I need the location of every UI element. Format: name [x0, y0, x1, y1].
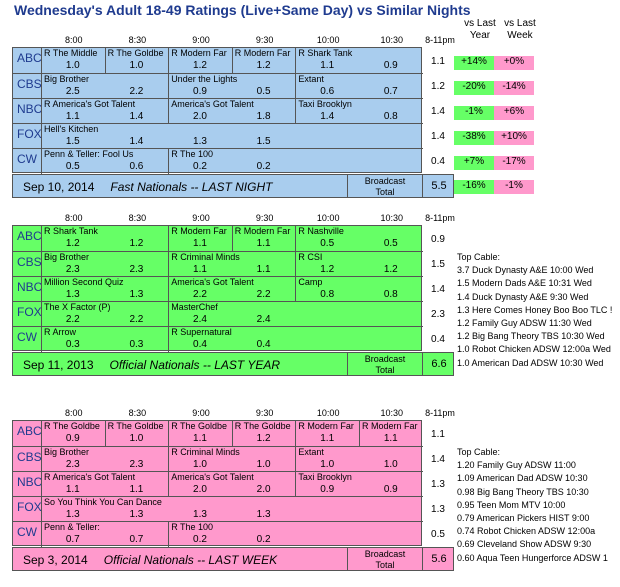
network-name: FOX: [17, 305, 42, 319]
rating-value: 2.3: [65, 264, 80, 275]
night-total: 1.4: [431, 131, 445, 142]
show-title: Big Brother: [41, 447, 168, 472]
rating-value: 1.0: [320, 459, 335, 470]
night-total: 0.4: [431, 334, 445, 345]
time-label: 10:30: [380, 408, 404, 418]
rating-value: 1.3: [65, 509, 80, 520]
rating-value: 1.1: [320, 433, 335, 444]
network-row: [13, 73, 423, 98]
rating-value: 2.2: [129, 86, 144, 97]
rating-value: 1.0: [193, 459, 207, 470]
time-label: 8-11pm: [425, 213, 455, 223]
network-row: [13, 421, 423, 446]
rating-value: 2.2: [65, 314, 80, 325]
footer-date-text: Sep 11, 2013: [23, 358, 94, 372]
rating-value: 0.8: [383, 111, 398, 122]
show-title: Million Second Quiz: [41, 277, 168, 302]
rating-value: 1.3: [65, 289, 80, 300]
schedule-grid: [12, 225, 422, 351]
time-label: 9:30: [255, 408, 274, 418]
rating-value: 0.7: [383, 86, 398, 97]
footer-date: [23, 358, 280, 372]
rating-value: 0.2: [256, 534, 271, 545]
rating-value: 0.8: [320, 289, 335, 300]
broadcast-total-value: 5.6: [431, 553, 447, 565]
rating-value: 0.7: [129, 534, 144, 545]
rating-value: 2.3: [129, 264, 144, 275]
rating-value: 0.7: [65, 534, 80, 545]
show-title: R The Goldbe: [168, 421, 232, 446]
vs-last-year-value: +7%: [454, 156, 494, 170]
rating-value: 0.9: [193, 86, 207, 97]
time-label: 8:00: [65, 213, 83, 223]
rating-value: 0.2: [193, 534, 207, 545]
network-name: CBS: [17, 255, 42, 269]
top-cable-item: 1.3 Here Comes Honey Boo Boo TLC !: [457, 304, 613, 315]
show-title: Penn & Teller:: [41, 522, 168, 547]
footer-label: Official Nationals -- LAST YEAR: [109, 358, 281, 372]
vs-last-year-value: +14%: [454, 56, 494, 70]
show-title: Taxi Brooklyn: [295, 99, 422, 124]
network-row: [13, 276, 423, 301]
footer-date-text: Sep 10, 2014: [23, 180, 95, 194]
top-cable-item: 0.69 Cleveland Show ADSW 9:30: [457, 539, 592, 550]
night-total: 0.5: [431, 529, 445, 540]
network-name: CW: [17, 330, 37, 344]
network-name: ABC: [17, 51, 42, 65]
network-row: [13, 251, 423, 276]
top-cable-list: [457, 446, 608, 565]
top-cable-item: 0.79 American Pickers HIST 9:00: [457, 513, 590, 524]
vs-last-week-value: -14%: [494, 81, 534, 95]
show-title: R Shark Tank: [295, 48, 422, 73]
time-label: 9:30: [255, 213, 274, 223]
show-title: R The Goldbe: [105, 421, 169, 446]
rating-value: 1.8: [256, 111, 271, 122]
time-header: [12, 35, 454, 47]
show-title: America's Got Talent: [168, 99, 295, 124]
network-row: [13, 48, 423, 73]
night-total: 1.3: [431, 479, 445, 490]
network-name: ABC: [17, 424, 42, 438]
rating-value: 2.2: [256, 289, 271, 300]
show-title: Extant: [295, 447, 422, 472]
rating-value: 1.0: [129, 433, 144, 444]
show-title: Under the Lights: [168, 74, 295, 99]
rating-value: 2.2: [129, 314, 144, 325]
show-title: R Modern Far: [168, 48, 232, 73]
rating-value: 1.2: [193, 60, 207, 71]
rating-value: 1.2: [129, 238, 144, 249]
vs-last-year-value: -38%: [454, 131, 494, 145]
network-name: CW: [17, 525, 37, 539]
network-row: [13, 148, 423, 173]
footer-date-text: Sep 3, 2014: [23, 553, 88, 567]
show-title: So You Think You Can Dance: [41, 497, 295, 522]
rating-value: 1.1: [256, 238, 271, 249]
top-cable-item: 1.09 American Dad ADSW 10:30: [457, 473, 588, 484]
time-label: 10:30: [380, 213, 404, 223]
network-name: CW: [17, 152, 37, 166]
time-label: 8:30: [128, 213, 147, 223]
show-title: R Nashville: [295, 226, 422, 251]
time-label: 8:30: [128, 35, 147, 45]
time-label: 8:30: [128, 408, 147, 418]
broadcast-total-label: Broadcast Total: [347, 547, 423, 571]
top-cable-item: 1.20 Family Guy ADSW 11:00: [457, 460, 576, 471]
show-title: Big Brother: [41, 252, 168, 277]
network-name: ABC: [17, 229, 42, 243]
night-total: 1.1: [431, 429, 445, 440]
network-name: CBS: [17, 450, 42, 464]
section-footer: [12, 352, 454, 376]
top-cable-item: Top Cable:: [457, 447, 501, 457]
top-cable-item: 0.60 Aqua Teen Hungerforce ADSW 1: [457, 552, 608, 563]
network-row: [13, 471, 423, 496]
vs-last-week-value: +6%: [494, 106, 534, 120]
night-total: 1.4: [431, 454, 445, 465]
rating-value: 2.4: [193, 314, 207, 325]
show-title: America's Got Talent: [168, 277, 295, 302]
top-cable-list: [457, 251, 612, 370]
rating-value: 0.3: [129, 339, 144, 350]
rating-value: 1.4: [320, 111, 335, 122]
time-header: [12, 213, 454, 225]
rating-value: 1.3: [193, 509, 207, 520]
rating-value: 1.2: [256, 60, 271, 71]
vs-last-week-header: vs Last Week: [504, 18, 536, 41]
top-cable-item: 0.95 Teen Mom MTV 10:00: [457, 499, 566, 510]
top-cable-item: 1.2 Big Bang Theory TBS 10:30 Wed: [457, 331, 605, 342]
show-title: Big Brother: [41, 74, 168, 99]
time-label: 8:00: [65, 35, 83, 45]
vs-last-year-value: -1%: [454, 106, 494, 120]
night-total: 1.2: [431, 81, 445, 92]
time-label: 8:00: [65, 408, 83, 418]
rating-value: 2.0: [193, 484, 207, 495]
rating-value: 0.5: [320, 238, 335, 249]
top-cable-item: 0.98 Big Bang Theory TBS 10:30: [457, 486, 589, 497]
show-title: MasterChef: [168, 302, 295, 327]
show-title: R The Goldbe: [41, 421, 105, 446]
time-label: 8-11pm: [425, 35, 455, 45]
show-title: R Shark Tank: [41, 226, 168, 251]
broadcast-total-value: 6.6: [431, 358, 447, 370]
time-label: 10:00: [316, 35, 340, 45]
network-row: [13, 301, 423, 326]
rating-value: 2.3: [129, 459, 144, 470]
show-title: R The Middle: [41, 48, 105, 73]
network-name: NBC: [17, 102, 43, 116]
night-total: 0.4: [431, 156, 445, 167]
show-title: R CSI: [295, 252, 422, 277]
rating-value: 1.1: [193, 433, 207, 444]
network-name: FOX: [17, 127, 42, 141]
footer-date: [23, 180, 272, 194]
show-title: The X Factor (P): [41, 302, 168, 327]
night-total: 1.3: [431, 504, 445, 515]
network-row: [13, 446, 423, 471]
night-total: 0.9: [431, 234, 445, 245]
show-title: R America's Got Talent: [41, 472, 168, 497]
show-title: R The 100: [168, 149, 295, 174]
rating-value: 1.1: [193, 238, 207, 249]
rating-value: 1.1: [256, 264, 271, 275]
network-row: [13, 98, 423, 123]
show-title: America's Got Talent: [168, 472, 295, 497]
schedule-grid: [12, 47, 422, 173]
rating-value: 0.4: [193, 339, 207, 350]
rating-value: 1.1: [193, 264, 207, 275]
section-footer: [12, 547, 454, 571]
show-title: R America's Got Talent: [41, 99, 168, 124]
top-cable-item: 1.4 Duck Dynasty A&E 9:30 Wed: [457, 291, 589, 302]
time-label: 10:00: [316, 408, 340, 418]
rating-value: 0.9: [383, 60, 398, 71]
rating-value: 1.1: [320, 60, 335, 71]
rating-value: 2.5: [65, 86, 80, 97]
ratings-section-green: [12, 213, 454, 383]
time-header: [12, 408, 454, 420]
rating-value: 1.5: [256, 136, 271, 147]
vs-last-year-header: vs Last Year: [464, 18, 496, 41]
network-row: [13, 226, 423, 251]
time-label: 9:00: [192, 408, 210, 418]
rating-value: 1.3: [256, 509, 271, 520]
show-title: R Modern Far: [232, 226, 296, 251]
time-label: 8-11pm: [425, 408, 455, 418]
show-title: R The 100: [168, 522, 295, 547]
show-title: R Arrow: [41, 327, 168, 352]
rating-value: 1.2: [256, 433, 271, 444]
top-cable-item: 3.7 Duck Dynasty A&E 10:00 Wed: [457, 265, 594, 276]
rating-value: 1.3: [193, 136, 207, 147]
ratings-section-pink: [12, 408, 454, 578]
time-label: 9:30: [255, 35, 274, 45]
rating-value: 0.5: [256, 86, 271, 97]
show-title: R Modern Far: [359, 421, 423, 446]
network-row: [13, 326, 423, 351]
broadcast-total-value: 5.5: [431, 180, 447, 192]
rating-value: 2.3: [65, 459, 80, 470]
rating-value: 1.1: [65, 111, 80, 122]
rating-value: 1.5: [65, 136, 80, 147]
schedule-grid: [12, 420, 422, 546]
rating-value: 2.4: [256, 314, 271, 325]
rating-value: 0.6: [129, 161, 144, 172]
rating-value: 1.0: [129, 60, 144, 71]
rating-value: 0.5: [383, 238, 398, 249]
rating-value: 0.4: [256, 339, 271, 350]
show-title: Taxi Brooklyn: [295, 472, 422, 497]
show-title: R The Goldbe: [105, 48, 169, 73]
time-label: 10:30: [380, 35, 404, 45]
show-title: R Supernatural: [168, 327, 295, 352]
rating-value: 1.3: [129, 509, 144, 520]
rating-value: 0.5: [65, 161, 80, 172]
network-row: [13, 123, 423, 148]
vs-last-week-value: +10%: [494, 131, 534, 145]
night-total: 1.4: [431, 284, 445, 295]
ratings-section-blue: [12, 35, 527, 205]
rating-value: 1.1: [383, 433, 398, 444]
rating-value: 1.4: [129, 136, 144, 147]
rating-value: 1.4: [129, 111, 144, 122]
rating-value: 1.1: [129, 484, 144, 495]
vs-last-week-value: +0%: [494, 56, 534, 70]
rating-value: 1.0: [256, 459, 271, 470]
rating-value: 0.9: [65, 433, 80, 444]
top-cable-item: 1.0 Robot Chicken ADSW 12:00a Wed: [457, 344, 611, 355]
show-title: R Modern Far: [232, 48, 296, 73]
show-title: Hell's Kitchen: [41, 124, 295, 149]
rating-value: 1.1: [65, 484, 80, 495]
vs-last-year-value: -20%: [454, 81, 494, 95]
night-total: 1.5: [431, 259, 445, 270]
network-name: NBC: [17, 280, 43, 294]
time-label: 9:00: [192, 213, 210, 223]
rating-value: 1.2: [320, 264, 335, 275]
rating-value: 1.2: [383, 264, 398, 275]
top-cable-item: 0.74 Robot Chicken ADSW 12:00a: [457, 526, 596, 537]
network-name: NBC: [17, 475, 43, 489]
time-label: 10:00: [316, 213, 340, 223]
top-cable-item: 1.2 Family Guy ADSW 11:30 Wed: [457, 318, 592, 329]
top-cable-item: 1.5 Modern Dads A&E 10:31 Wed: [457, 278, 592, 289]
rating-value: 0.3: [65, 339, 80, 350]
time-label: 9:00: [192, 35, 210, 45]
show-title: R Modern Far: [168, 226, 232, 251]
night-total: 2.3: [431, 309, 445, 320]
rating-value: 0.9: [383, 484, 398, 495]
night-total: 1.1: [431, 56, 445, 67]
show-title: R The Goldbe: [232, 421, 296, 446]
rating-value: 0.2: [256, 161, 271, 172]
rating-value: 0.9: [320, 484, 335, 495]
show-title: Camp: [295, 277, 422, 302]
show-title: Penn & Teller: Fool Us: [41, 149, 168, 174]
rating-value: 0.2: [193, 161, 207, 172]
top-cable-item: Top Cable:: [457, 252, 501, 262]
rating-value: 1.0: [65, 60, 80, 71]
rating-value: 2.0: [193, 111, 207, 122]
footer-vs-last-week: -1%: [494, 180, 534, 194]
rating-value: 1.0: [383, 459, 398, 470]
network-row: [13, 496, 423, 521]
night-total: 1.4: [431, 106, 445, 117]
network-name: FOX: [17, 500, 42, 514]
show-title: R Modern Far: [295, 421, 359, 446]
rating-value: 1.2: [65, 238, 80, 249]
footer-label: Fast Nationals -- LAST NIGHT: [110, 180, 273, 194]
rating-value: 1.3: [129, 289, 144, 300]
footer-vs-last-year: -16%: [454, 180, 494, 194]
rating-value: 2.2: [193, 289, 207, 300]
show-title: Extant: [295, 74, 422, 99]
rating-value: 0.6: [320, 86, 335, 97]
footer-label: Official Nationals -- LAST WEEK: [103, 553, 278, 567]
rating-value: 2.0: [256, 484, 271, 495]
broadcast-total-label: Broadcast Total: [347, 174, 423, 198]
top-cable-item: 1.0 American Dad ADSW 10:30 Wed: [457, 357, 604, 368]
page-title: Wednesday's Adult 18-49 Ratings (Live+Same Day) vs Similar Nights: [14, 2, 471, 18]
show-title: R Criminal Minds: [168, 252, 295, 277]
network-name: CBS: [17, 77, 42, 91]
section-footer: [12, 174, 454, 198]
broadcast-total-label: Broadcast Total: [347, 352, 423, 376]
network-row: [13, 521, 423, 546]
show-title: R Criminal Minds: [168, 447, 295, 472]
footer-date: [23, 553, 277, 567]
rating-value: 0.8: [383, 289, 398, 300]
vs-last-week-value: -17%: [494, 156, 534, 170]
